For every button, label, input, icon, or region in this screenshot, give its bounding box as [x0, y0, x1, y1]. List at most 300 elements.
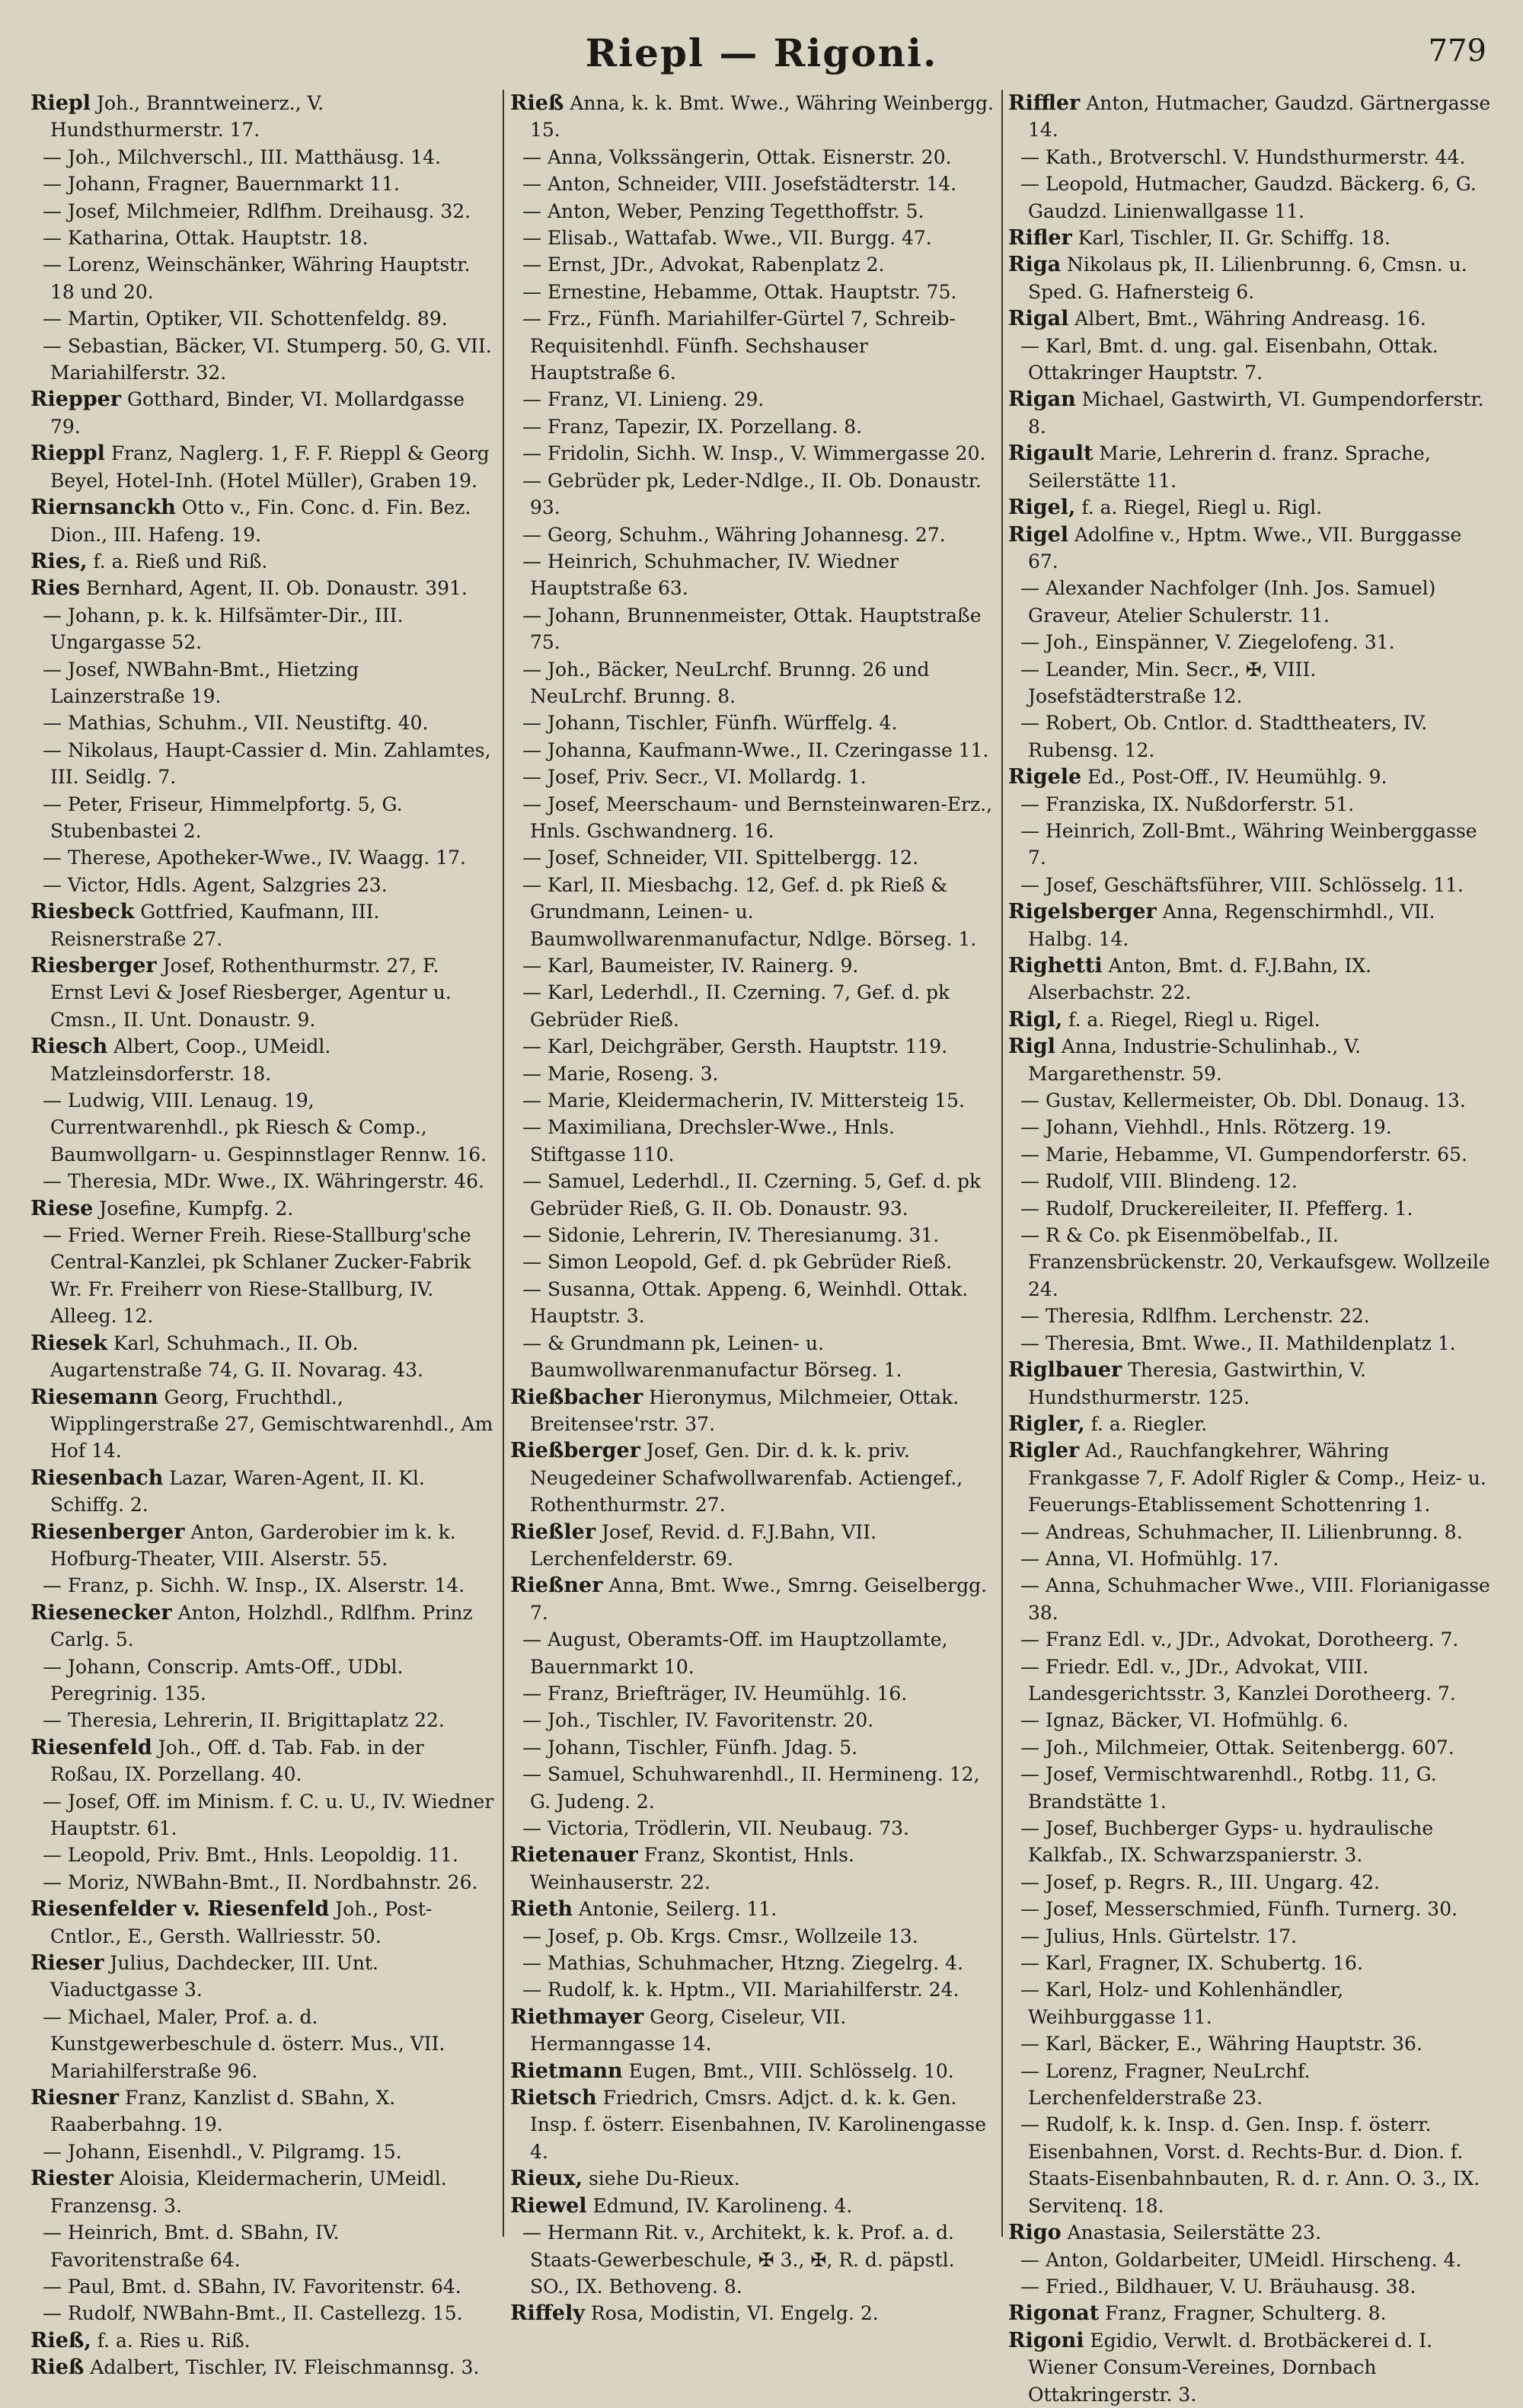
entry-details: Joh., Post-Cntlor., E., Gersth. Wallriesstr. 50. — [50, 1898, 433, 1947]
directory-entry — [30, 494, 496, 548]
directory-entry — [30, 844, 496, 871]
directory-entry — [510, 251, 995, 278]
entry-surname: Rigoni — [1008, 2328, 1084, 2352]
directory-entry — [1008, 818, 1493, 872]
directory-entry — [510, 90, 995, 144]
entry-details: — & Grundmann pk, Leinen- u. Baumwollwarenmanufactur Börseg. 1. — [522, 1332, 902, 1382]
entry-surname: Riepper — [30, 388, 122, 412]
entry-details: — Leopold, Hutmacher, Gaudzd. Bäckerg. 6, G. Gaudzd. Linienwallgasse 11. — [1020, 173, 1477, 222]
entry-details: Anna, Regenschirmhdl., VII. Halbg. 14. — [1028, 901, 1435, 950]
entry-details: Otto v., Fin. Conc. d. Fin. Bez. Dion., III. Hafeng. 19. — [50, 496, 471, 546]
directory-entry — [1008, 1168, 1493, 1194]
entry-details: — Johann, Tischler, Fünfh. Jdag. 5. — [522, 1736, 858, 1759]
directory-entry — [30, 2300, 496, 2327]
directory-entry — [1008, 1572, 1493, 1626]
directory-entry — [510, 2300, 995, 2327]
entry-details: Edmund, IV. Karolineng. 4. — [586, 2194, 853, 2217]
directory-entry — [510, 1437, 995, 1518]
entry-details: — Anna, VI. Hofmühlg. 17. — [1020, 1547, 1279, 1570]
entry-details: Anna, k. k. Bmt. Wwe., Währing Weinbergg. 15. — [530, 92, 995, 142]
directory-entry — [1008, 1815, 1493, 1869]
entry-surname: Riglbauer — [1008, 1358, 1122, 1383]
directory-entry — [1008, 1087, 1493, 1114]
directory-entry — [30, 1168, 496, 1194]
directory-entry — [30, 90, 496, 144]
directory-entry — [510, 2219, 995, 2300]
entry-details: — Johann, Brunnenmeister, Ottak. Hauptstraße 75. — [522, 604, 982, 654]
entry-details: Anna, Industrie-Schulinhab., V. Margarethenstr. 59. — [1028, 1035, 1361, 1085]
entry-surname: Rieß, — [30, 2328, 91, 2352]
directory-column-1 — [30, 90, 496, 2380]
directory-entry — [1008, 1437, 1493, 1518]
directory-entry — [30, 872, 496, 898]
entry-details: — Heinrich, Schuhmacher, IV. Wiedner Hauptstraße 63. — [522, 550, 899, 600]
directory-entry — [510, 171, 995, 197]
entry-details: — Victor, Hdls. Agent, Salzgries 23. — [43, 873, 388, 896]
entry-details: Josef, Revid. d. F.J.Bahn, VII. Lerchenfelderstr. 69. — [530, 1520, 877, 1570]
entry-details: Georg, Fruchthdl., Wipplingerstraße 27, Gemischtwarenhdl., Am Hof 14. — [50, 1386, 493, 1462]
entry-details: — Josef, NWBahn-Bmt., Hietzing Lainzerstraße 19. — [43, 658, 359, 707]
directory-entry — [1008, 2327, 1493, 2408]
entry-details: Lazar, Waren-Agent, II. Kl. Schiffg. 2. — [50, 1466, 425, 1517]
page-header — [0, 30, 1523, 84]
entry-details: — Georg, Schuhm., Währing Johannesg. 27. — [522, 523, 946, 546]
directory-entry — [1008, 494, 1493, 521]
entry-details: Josef, Gen. Dir. d. k. k. priv. Neugedeiner Schafwollwarenfab. Actiengef., Rothenthurmstr. 27. — [530, 1440, 963, 1517]
entry-details: — Fried., Bildhauer, V. U. Bräuhausg. 38. — [1020, 2275, 1416, 2298]
directory-entry — [510, 1976, 995, 2003]
directory-entry — [30, 440, 496, 494]
entry-details: — Josef, Messerschmied, Fünfh. Turnerg. 30. — [1020, 1898, 1458, 1921]
directory-entry — [30, 198, 496, 225]
directory-entry — [1008, 1141, 1493, 1168]
directory-entry — [30, 1950, 496, 2004]
entry-details: — Josef, p. Ob. Krgs. Cmsr., Wollzeile 13. — [522, 1925, 918, 1947]
directory-entry — [30, 2354, 496, 2381]
entry-details: — Ludwig, VIII. Lenaug. 19, Currentwarenhdl., pk Riesch & Comp., Baumwollgarn- u. Gespinnstlager Rennw. 16. — [43, 1089, 487, 1166]
directory-entry — [510, 1384, 995, 1438]
directory-entry — [510, 2084, 995, 2165]
directory-entry — [1008, 1195, 1493, 1222]
entry-surname: Riesenberger — [30, 1520, 185, 1544]
directory-entry — [1008, 1707, 1493, 1733]
directory-entry — [510, 1330, 995, 1384]
entry-details: — Josef, Buchberger Gyps- u. hydraulische Kalkfab., IX. Schwarzspanierstr. 3. — [1020, 1817, 1434, 1867]
entry-surname: Rigler, — [1008, 1411, 1085, 1436]
entry-details: Ad., Rauchfangkehrer, Währing Frankgasse 7, F. Adolf Rigler & Comp., Heiz- u. Feuerungs-Etablissement Schottenring 1. — [1028, 1440, 1486, 1517]
entry-details: — Theresia, MDr. Wwe., IX. Währingerstr. 46. — [43, 1170, 484, 1193]
directory-entry — [510, 1896, 995, 1922]
entry-details: — Moriz, NWBahn-Bmt., II. Nordbahnstr. 26. — [43, 1871, 478, 1893]
directory-entry — [30, 305, 496, 332]
entry-details: — Susanna, Ottak. Appeng. 6, Weinhdl. Ottak. Hauptstr. 3. — [522, 1277, 969, 1328]
entry-surname: Riesemann — [30, 1385, 158, 1409]
directory-entry — [30, 1734, 496, 1788]
entry-details: — Samuel, Schuhwarenhdl., II. Hermineng. 12, G. Judeng. 2. — [522, 1763, 980, 1813]
entry-details: — Marie, Kleidermacherin, IV. Mittersteig 15. — [522, 1089, 966, 1112]
directory-entry — [1008, 1976, 1493, 2030]
entry-details: — Ernestine, Hebamme, Ottak. Hauptstr. 75. — [522, 280, 957, 303]
entry-details: Rosa, Modistin, VI. Engelg. 2. — [584, 2302, 879, 2325]
directory-entry — [1008, 1114, 1493, 1140]
entry-details: — Robert, Ob. Cntlor. d. Stadttheaters, IV. Rubensg. 12. — [1020, 712, 1428, 761]
entry-details: — Karl, Bäcker, E., Währing Hauptstr. 36. — [1020, 2033, 1422, 2056]
directory-entry — [1008, 764, 1493, 790]
entry-details: Anton, Hutmacher, Gaudzd. Gärtnergasse 14. — [1028, 92, 1491, 142]
entry-surname: Rigault — [1008, 442, 1094, 466]
directory-entry — [1008, 1330, 1493, 1357]
directory-entry — [510, 1519, 995, 1573]
directory-entry — [510, 1114, 995, 1168]
directory-entry — [30, 1222, 496, 1330]
directory-entry — [1008, 1545, 1493, 1572]
directory-entry — [30, 898, 496, 952]
directory-entry — [510, 1168, 995, 1222]
entry-details: Marie, Lehrerin d. franz. Sprache, Seilerstätte 11. — [1028, 442, 1431, 492]
entry-details: — Therese, Apotheker-Wwe., IV. Waagg. 17. — [43, 847, 466, 869]
entry-details: Nikolaus pk, II. Lilienbrunng. 6, Cmsn. u. Sped. G. Hafnersteig 6. — [1028, 254, 1467, 303]
page-number: 779 — [1428, 33, 1486, 69]
directory-entry — [30, 1519, 496, 1573]
entry-details: — Franz, Briefträger, IV. Heumühlg. 16. — [522, 1682, 908, 1705]
directory-entry — [1008, 333, 1493, 387]
directory-column-3 — [1008, 90, 1493, 2406]
directory-entry — [510, 548, 995, 602]
directory-entry — [30, 1654, 496, 1708]
entry-surname: Rigo — [1008, 2221, 1062, 2245]
entry-details: Gottfried, Kaufmann, III. Reisnerstraße 27. — [50, 901, 380, 950]
entry-surname: Rieppl — [30, 442, 105, 466]
entry-details: — Johanna, Kaufmann-Wwe., II. Czeringasse 11. — [522, 738, 989, 761]
entry-details: Josef, Rothenthurmstr. 27, F. Ernst Levi & Josef Riesberger, Agentur u. Cmsn., II. Unt. Donaustr. 9. — [50, 955, 452, 1031]
directory-entry — [30, 2273, 496, 2300]
directory-entry — [30, 1087, 496, 1168]
directory-entry — [510, 1060, 995, 1087]
entry-surname: Righetti — [1008, 954, 1103, 978]
directory-entry — [510, 1761, 995, 1815]
entry-details: Michael, Gastwirth, VI. Gumpendorferstr. 8. — [1028, 388, 1484, 438]
entry-surname: Riese — [30, 1196, 94, 1220]
entry-details: — Franz, Tapezir, IX. Porzellang. 8. — [522, 415, 863, 438]
directory-entry — [30, 1330, 496, 1384]
entry-details: Adolfine v., Hptm. Wwe., VII. Burggasse 67. — [1028, 523, 1462, 572]
entry-details: — Josef, Vermischtwarenhdl., Rotbg. 11, G. Brandstätte 1. — [1020, 1763, 1437, 1813]
entry-details: — Hermann Rit. v., Architekt, k. k. Prof. a. d. Staats-Gewerbeschule, ✠ 3., ✠, R. d. päpstl. SO., IX. Bethoveng. 8. — [522, 2221, 955, 2298]
directory-entry — [30, 386, 496, 440]
directory-entry — [30, 2004, 496, 2084]
entry-surname: Riffely — [510, 2301, 585, 2326]
entry-details: — Friedr. Edl. v., JDr., Advokat, VIII. Landesgerichtsstr. 3, Kanzlei Dorotheerg. 7. — [1020, 1655, 1456, 1705]
entry-details: — Paul, Bmt. d. SBahn, IV. Favoritenstr. 64. — [43, 2275, 461, 2298]
entry-surname: Ries, — [30, 549, 88, 573]
entry-details: Karl, Schuhmach., II. Ob. Augartenstraße 74, G. II. Novarag. 43. — [50, 1332, 423, 1382]
directory-entry — [30, 1572, 496, 1599]
directory-entry — [30, 2138, 496, 2165]
entry-details: Anna, Bmt. Wwe., Smrng. Geiselbergg. 7. — [530, 1574, 988, 1624]
entry-details: — Joh., Tischler, IV. Favoritenstr. 20. — [522, 1709, 874, 1732]
entry-surname: Rießberger — [510, 1439, 640, 1463]
directory-entry — [1008, 2300, 1493, 2327]
entry-details: — Andreas, Schuhmacher, II. Lilienbrunng. 8. — [1020, 1520, 1463, 1543]
entry-details: Franz, Kanzlist d. SBahn, X. Raaberbahng. 19. — [50, 2087, 396, 2136]
directory-entry — [1008, 144, 1493, 171]
directory-entry — [30, 737, 496, 791]
entry-details: — Karl, Holz- und Kohlenhändler, Weihburggasse 11. — [1020, 1979, 1344, 2028]
entry-details: Julius, Dachdecker, III. Unt. Viaductgasse 3. — [50, 1952, 378, 2001]
entry-details: Anton, Bmt. d. F.J.Bahn, IX. Alserbachstr. 22. — [1028, 955, 1372, 1004]
entry-details: Egidio, Verwlt. d. Brotbäckerei d. I. Wiener Consum-Vereines, Dornbach Ottakringerstr. 3. — [1028, 2329, 1433, 2406]
entry-details: — R & Co. pk Eisenmöbelfab., II. Franzensbrückenstr. 20, Verkaufsgew. Wollzeile 24. — [1020, 1224, 1490, 1300]
entry-details: — Anton, Weber, Penzing Tegetthoffstr. 5. — [522, 199, 924, 222]
entry-details: Ed., Post-Off., IV. Heumühlg. 9. — [1081, 766, 1387, 789]
entry-details: — Heinrich, Zoll-Bmt., Währing Weinberggasse 7. — [1020, 819, 1477, 869]
entry-details: — Nikolaus, Haupt-Cassier d. Min. Zahlamtes, III. Seidlg. 7. — [43, 738, 491, 789]
entry-details: Gotthard, Binder, VI. Mollardgasse 79. — [50, 388, 465, 438]
directory-entry — [1008, 2219, 1493, 2246]
entry-surname: Riester — [30, 2167, 113, 2191]
directory-entry — [30, 2327, 496, 2354]
entry-details: Albert, Bmt., Währing Andreasg. 16. — [1068, 308, 1426, 330]
directory-entry — [510, 279, 995, 305]
entry-details: — Rudolf, Druckereileiter, II. Pfefferg. 1. — [1020, 1197, 1413, 1220]
entry-details: f. a. Ries u. Riß. — [91, 2329, 251, 2352]
directory-entry — [1008, 386, 1493, 440]
entry-details: — Karl, Lederhdl., II. Czerning. 7, Gef. d. pk Gebrüder Rieß. — [522, 981, 950, 1031]
entry-details: Joh., Branntweinerz., V. Hundsthurmerstr. 17. — [50, 92, 324, 142]
entry-surname: Riethmayer — [510, 2005, 644, 2029]
directory-entry — [30, 1465, 496, 1519]
directory-entry — [1008, 251, 1493, 305]
directory-entry — [30, 602, 496, 656]
entry-surname: Rigler — [1008, 1439, 1080, 1463]
entry-details: f. a. Riegel, Riegl u. Rigel. — [1062, 1008, 1320, 1031]
entry-details: — Lorenz, Weinschänker, Währing Hauptstr. 18 und 20. — [43, 254, 471, 303]
entry-surname: Riesenecker — [30, 1600, 172, 1625]
entry-details: — Ignaz, Bäcker, VI. Hofmühlg. 6. — [1020, 1709, 1349, 1732]
entry-details: — Fried. Werner Freih. Riese-Stallburg'sche Central-Kanzlei, pk Schlaner Zucker-Fabrik Wr. Fr. Freiherr von Riese-Stallburg, IV. Alleeg. 12. — [43, 1224, 471, 1328]
directory-entry — [1008, 1761, 1493, 1815]
entry-surname: Riesenfelder v. Riesenfeld — [30, 1897, 330, 1922]
entry-details: f. a. Rieß und Riß. — [87, 550, 268, 572]
directory-entry — [1008, 710, 1493, 764]
directory-entry — [30, 2219, 496, 2273]
directory-entry — [510, 1222, 995, 1249]
entry-details: — Franz Edl. v., JDr., Advokat, Dorotheerg. 7. — [1020, 1628, 1459, 1651]
entry-surname: Rigel, — [1008, 496, 1076, 520]
entry-surname: Ries — [30, 576, 81, 601]
entry-details: — Peter, Friseur, Himmelpfortg. 5, G. Stubenbastei 2. — [43, 793, 403, 842]
entry-surname: Rigal — [1008, 307, 1069, 331]
directory-entry — [1008, 2058, 1493, 2112]
directory-entry — [510, 1572, 995, 1626]
entry-details: f. a. Riegel, Riegl u. Rigl. — [1075, 496, 1323, 519]
directory-entry — [30, 2165, 496, 2219]
entry-details: — Johann, Viehhdl., Hnls. Rötzerg. 19. — [1020, 1116, 1392, 1139]
entry-details: — Karl, II. Miesbachg. 12, Gef. d. pk Rieß & Grundmann, Leinen- u. Baumwollwarenmanufactur, Ndlge. Börseg. 1. — [522, 873, 977, 950]
entry-details: — Theresia, Lehrerin, II. Brigittaplatz 22. — [43, 1709, 445, 1732]
directory-entry — [1008, 656, 1493, 710]
entry-surname: Riesek — [30, 1331, 107, 1355]
entry-details: — Fridolin, Sichh. W. Insp., V. Wimmergasse 20. — [522, 442, 986, 465]
directory-entry — [510, 1276, 995, 1330]
entry-details: — Johann, Eisenhdl., V. Pilgramg. 15. — [43, 2140, 402, 2163]
entry-details: — Josef, Schneider, VII. Spittelbergg. 12. — [522, 847, 919, 869]
entry-details: Franz, Fragner, Schulterg. 8. — [1099, 2302, 1387, 2325]
directory-entry — [1008, 952, 1493, 1006]
directory-entry — [30, 1033, 496, 1087]
directory-entry — [1008, 90, 1493, 144]
directory-entry — [510, 225, 995, 251]
entry-details: Aloisia, Kleidermacherin, UMeidl. Franzensg. 3. — [50, 2167, 447, 2217]
directory-entry — [30, 1788, 496, 1842]
entry-details: — Josef, Meerschaum- und Bernsteinwaren-Erz., Hnls. Gschwandnerg. 16. — [522, 793, 993, 842]
entry-details: — Josef, p. Regrs. R., III. Ungarg. 42. — [1020, 1871, 1380, 1893]
directory-entry — [510, 521, 995, 548]
directory-entry — [1008, 1519, 1493, 1545]
directory-entry — [30, 333, 496, 387]
entry-details: — Johann, Tischler, Fünfh. Würffelg. 4. — [522, 712, 898, 735]
entry-surname: Rieth — [510, 1897, 573, 1922]
directory-entry — [1008, 575, 1493, 629]
directory-entry — [510, 467, 995, 521]
entry-details: Georg, Ciseleur, VII. Hermanngasse 14. — [530, 2005, 847, 2056]
directory-entry — [510, 1923, 995, 1950]
entry-details: — Joh., Einspänner, V. Ziegelofeng. 31. — [1020, 631, 1395, 654]
entry-details: — Elisab., Wattafab. Wwe., VII. Burgg. 47. — [522, 227, 932, 250]
entry-details: — Marie, Hebamme, VI. Gumpendorferstr. 65. — [1020, 1143, 1467, 1166]
directory-entry — [510, 1249, 995, 1275]
directory-entry — [510, 305, 995, 386]
entry-details: — Victoria, Trödlerin, VII. Neubaug. 73. — [522, 1817, 909, 1839]
directory-entry — [30, 225, 496, 251]
directory-entry — [510, 791, 995, 845]
directory-entry — [1008, 1222, 1493, 1303]
directory-entry — [510, 1087, 995, 1114]
entry-details: — Franziska, IX. Nußdorferstr. 51. — [1020, 793, 1355, 815]
directory-entry — [1008, 1654, 1493, 1708]
entry-details: Theresia, Gastwirthin, V. Hundsthurmerstr. 125. — [1028, 1359, 1367, 1408]
directory-entry — [1008, 2247, 1493, 2273]
entry-details: — Joh., Bäcker, NeuLrchf. Brunng. 26 und NeuLrchf. Brunng. 8. — [522, 658, 930, 707]
entry-surname: Riesenbach — [30, 1466, 164, 1490]
entry-surname: Riewel — [510, 2193, 587, 2218]
directory-entry — [510, 1626, 995, 1680]
directory-entry — [510, 144, 995, 171]
entry-details: Bernhard, Agent, II. Ob. Donaustr. 391. — [80, 577, 468, 600]
entry-surname: Rießler — [510, 1520, 596, 1544]
entry-surname: Rietmann — [510, 2059, 623, 2083]
directory-entry — [1008, 521, 1493, 576]
entry-details: Albert, Coop., UMeidl. Matzleinsdorferstr. 18. — [50, 1035, 331, 1085]
entry-details: — Johann, Fragner, Bauernmarkt 11. — [43, 173, 401, 196]
directory-entry — [510, 2193, 995, 2219]
directory-entry — [510, 1815, 995, 1842]
directory-entry — [30, 171, 496, 197]
directory-entry — [510, 2004, 995, 2058]
directory-entry — [1008, 2273, 1493, 2300]
directory-entry — [30, 1896, 496, 1950]
directory-entry — [1008, 898, 1493, 952]
entry-details: — Theresia, Rdlfhm. Lerchenstr. 22. — [1020, 1305, 1370, 1328]
directory-entry — [510, 1707, 995, 1733]
directory-entry — [1008, 1950, 1493, 1976]
entry-details: — Josef, Off. im Minism. f. C. u. U., IV. Wiedner Hauptstr. 61. — [43, 1790, 494, 1839]
directory-entry — [1008, 1923, 1493, 1950]
directory-entry — [510, 844, 995, 871]
entry-surname: Rigl — [1008, 1035, 1055, 1059]
entry-details: Anton, Garderobier im k. k. Hofburg-Theater, VIII. Alserstr. 55. — [50, 1520, 456, 1570]
entry-details: — Franz, VI. Linieng. 29. — [522, 388, 765, 411]
directory-entry — [1008, 1734, 1493, 1761]
directory-entry — [1008, 629, 1493, 655]
entry-details: f. a. Riegler. — [1084, 1412, 1208, 1435]
entry-details: — Alexander Nachfolger (Inh. Jos. Samuel) Graveur, Atelier Schulerstr. 11. — [1020, 577, 1436, 627]
directory-entry — [1008, 1303, 1493, 1329]
entry-details: — Anna, Schuhmacher Wwe., VIII. Florianigasse 38. — [1020, 1574, 1490, 1624]
entry-details: — Karl, Fragner, IX. Schubertg. 16. — [1020, 1952, 1363, 1975]
directory-entry — [510, 764, 995, 790]
directory-entry — [30, 1707, 496, 1733]
entry-details: — Johann, p. k. k. Hilfsämter-Dir., III. Ungargasse 52. — [43, 604, 404, 654]
entry-details: — Josef, Geschäftsführer, VIII. Schlösselg. 11. — [1020, 873, 1464, 896]
entry-surname: Rigele — [1008, 765, 1082, 789]
directory-entry — [1008, 1357, 1493, 1411]
directory-entry — [510, 2058, 995, 2084]
directory-entry — [30, 710, 496, 736]
directory-entry — [30, 1384, 496, 1465]
entry-details: Franz, Naglerg. 1, F. F. Rieppl & Georg Beyel, Hotel-Inh. (Hotel Müller), Graben 19. — [50, 442, 490, 492]
entry-details: — Leander, Min. Secr., ✠, VIII. Josefstädterstraße 12. — [1020, 658, 1317, 707]
column-divider — [503, 90, 504, 2237]
entry-surname: Rieser — [30, 1951, 104, 1976]
entry-surname: Rigel — [1008, 522, 1069, 547]
entry-details: — Sebastian, Bäcker, VI. Stumperg. 50, G. VII. Mariahilferstr. 32. — [43, 334, 492, 384]
directory-entry — [30, 1842, 496, 1868]
entry-details: — Rudolf, k. k. Insp. d. Gen. Insp. f. österr. Eisenbahnen, Vorst. d. Rechts-Bur. d. Dion. f. Staats-Eisenbahnbauten, R. d. r. Ann. O. 3., IX. Servitenq. 18. — [1020, 2113, 1480, 2217]
entry-details: — Julius, Hnls. Gürtelstr. 17. — [1020, 1925, 1298, 1947]
entry-details: — Frz., Fünfh. Mariahilfer-Gürtel 7, Schreib-Requisitenhdl. Fünfh. Sechshauser Hauptstraße 6. — [522, 308, 956, 384]
directory-entry — [510, 1950, 995, 1976]
entry-details: Eugen, Bmt., VIII. Schlösselg. 10. — [622, 2059, 954, 2082]
directory-entry — [30, 1869, 496, 1896]
entry-details: Joh., Off. d. Tab. Fab. in der Roßau, IX. Porzellang. 40. — [50, 1736, 424, 1786]
entry-details: — Katharina, Ottak. Hauptstr. 18. — [43, 227, 369, 250]
directory-entry — [510, 386, 995, 413]
directory-entry — [510, 1734, 995, 1761]
entry-details: — Josef, Milchmeier, Rdlfhm. Dreihausg. 32. — [43, 199, 471, 222]
entry-surname: Riesberger — [30, 954, 157, 978]
entry-details: — Lorenz, Fragner, NeuLrchf. Lerchenfelderstraße 23. — [1020, 2059, 1311, 2110]
running-head: Riepl — Rigoni. — [585, 30, 938, 75]
directory-entry — [1008, 305, 1493, 332]
directory-column-2 — [510, 90, 995, 2326]
entry-details: — Franz, p. Sichh. W. Insp., IX. Alserstr. 14. — [43, 1574, 465, 1597]
entry-details: — Maximiliana, Drechsler-Wwe., Hnls. Stiftgasse 110. — [522, 1116, 895, 1166]
directory-entry — [30, 1599, 496, 1654]
column-divider — [1001, 90, 1003, 2237]
directory-entry — [1008, 2111, 1493, 2219]
directory-entry — [510, 979, 995, 1033]
entry-surname: Rifler — [1008, 226, 1072, 250]
directory-entry — [510, 1842, 995, 1896]
entry-surname: Riernsanckh — [30, 496, 176, 520]
directory-entry — [510, 710, 995, 736]
entry-surname: Riepl — [30, 91, 91, 115]
directory-entry — [1008, 440, 1493, 494]
entry-details: — Joh., Milchmeier, Ottak. Seitenbergg. 607. — [1020, 1736, 1454, 1759]
entry-surname: Riffler — [1008, 91, 1081, 115]
entry-surname: Riesner — [30, 2086, 120, 2110]
